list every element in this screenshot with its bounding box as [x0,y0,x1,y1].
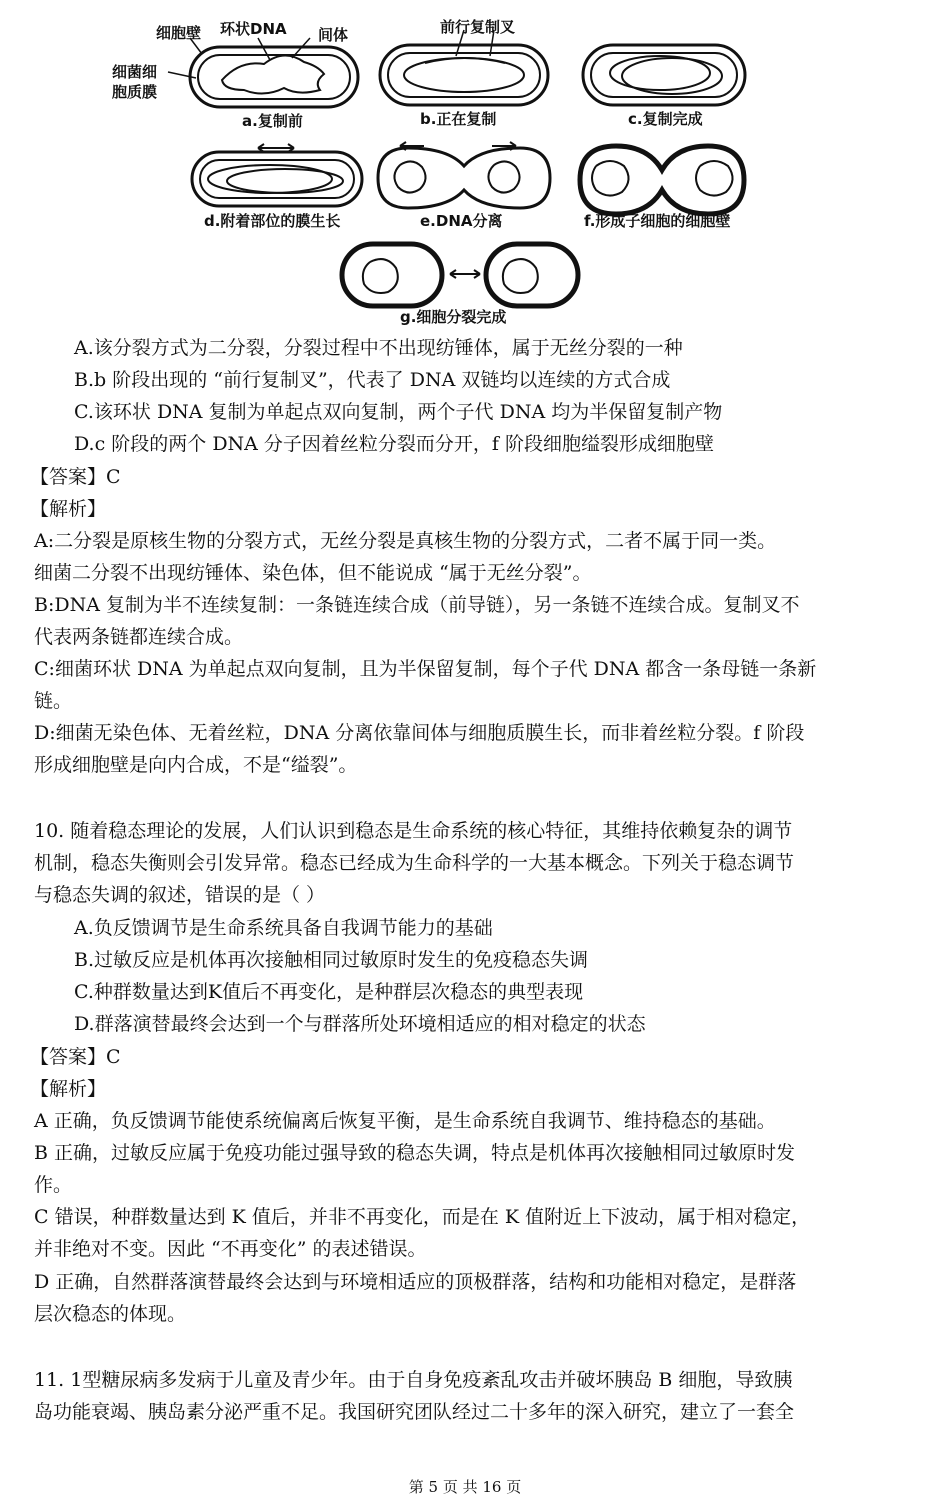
q10-stem-line: 与稳态失调的叙述，错误的是（ ） [34,884,326,906]
q10-analysis-line: A 正确，负反馈调节能使系统偏离后恢复平衡，是生命系统自我调节、维持稳态的基础。 [34,1110,776,1132]
stage-d-cell [192,144,362,206]
q10-option-c: C.种群数量达到K值后不再变化，是种群层次稳态的典型表现 [74,981,584,1003]
q9-analysis-line: D:细菌无染色体、无着丝粒，DNA 分离依靠间体与细胞质膜生长，而非着丝粒分裂。f 阶段 [34,722,805,744]
stage-e-cell [378,142,550,208]
q10-analysis-line: D 正确，自然群落演替最终会达到与环境相适应的顶极群落，结构和功能相对稳定，是群落 [34,1271,797,1293]
caption-b: b.正在复制 [420,110,497,128]
q10-answer: 【答案】C [30,1046,121,1068]
q10-analysis-line: 层次稳态的体现。 [34,1303,187,1325]
q10-analysis-line: B 正确，过敏反应属于免疫功能过强导致的稳态失调，特点是机体再次接触相同过敏原时发 [34,1142,796,1164]
q10-option-d: D.群落演替最终会达到一个与群落所处环境相适应的相对稳定的状态 [74,1013,646,1035]
q9-analysis-line: 代表两条链都连续合成。 [34,626,244,648]
q10-option-a: A.负反馈调节是生命系统具备自我调节能力的基础 [74,917,493,939]
stage-a-cell [190,47,358,107]
q10-analysis-line: C 错误，种群数量达到 K 值后，并非不再变化，而是在 K 值附近上下波动，属于相对稳定， [34,1206,811,1228]
q9-option-a: A.该分裂方式为二分裂，分裂过程中不出现纺锤体，属于无丝分裂的一种 [74,337,683,359]
q9-analysis-line: 链。 [34,690,73,712]
caption-c: c.复制完成 [628,110,703,128]
q11-stem-line: 岛功能衰竭、胰岛素分泌严重不足。我国研究团队经过二十多年的深入研究，建立了一套全 [34,1401,795,1423]
label-membrane: 细菌细 胞质膜 [112,63,158,101]
q10-analysis-line: 作。 [34,1174,73,1196]
stage-g-cells [342,244,578,306]
caption-f: f.形成子细胞的细胞壁 [584,212,731,230]
q10-analysis-title: 【解析】 [30,1078,107,1100]
q9-option-c: C.该环状 DNA 复制为单起点双向复制，两个子代 DNA 均为半保留复制产物 [74,401,723,423]
caption-d: d.附着部位的膜生长 [204,212,341,230]
q10-stem-line: 10. 随着稳态理论的发展，人们认识到稳态是生命系统的核心特征，其维持依赖复杂的调节 [34,820,793,842]
caption-g: g.细胞分裂完成 [400,308,507,326]
label-cell-wall: 细胞壁 [156,24,202,42]
q9-answer: 【答案】C [30,466,121,488]
q10-option-b: B.过敏反应是机体再次接触相同过敏原时发生的免疫稳态失调 [74,949,589,971]
label-circular-dna: 环状DNA [220,20,287,38]
q10-stem-line: 机制，稳态失衡则会引发异常。稳态已经成为生命科学的一大基本概念。下列关于稳态调节 [34,852,795,874]
q9-analysis-line: B:DNA 复制为半不连续复制：一条链连续合成（前导链），另一条链不连续合成。复制叉不 [34,594,800,616]
q9-option-b: B.b 阶段出现的 “前行复制叉”，代表了 DNA 双链均以连续的方式合成 [74,369,671,391]
q9-analysis-line: C:细菌环状 DNA 为单起点双向复制，且为半保留复制，每个子代 DNA 都含一条母链一条新 [34,658,817,680]
q11-stem-line: 11. 1型糖尿病多发病于儿童及青少年。由于自身免疫紊乱攻击并破坏胰岛 B 细胞，导致胰 [34,1369,793,1391]
stage-c-cell [583,45,745,105]
q9-option-d: D.c 阶段的两个 DNA 分子因着丝粒分裂而分开，f 阶段细胞缢裂形成细胞壁 [74,433,715,455]
caption-e: e.DNA分离 [420,212,503,230]
stage-f-cell [580,146,744,214]
label-fork: 前行复制叉 [440,18,516,36]
page-footer: 第 5 页 共 16 页 [408,1478,522,1496]
bacterial-division-diagram [0,0,930,330]
stage-b-cell [380,45,548,105]
q9-analysis-line: 细菌二分裂不出现纺锤体、染色体，但不能说成 “属于无丝分裂”。 [34,562,592,584]
q10-analysis-line: 并非绝对不变。因此 “不再变化” 的表述错误。 [34,1238,427,1260]
caption-a: a.复制前 [242,112,303,130]
q9-analysis-line: 形成细胞壁是向内合成，不是“缢裂”。 [34,754,358,776]
q9-analysis-line: A:二分裂是原核生物的分裂方式，无丝分裂是真核生物的分裂方式，二者不属于同一类。 [34,530,777,552]
label-mesosome: 间体 [318,26,349,44]
q9-analysis-title: 【解析】 [30,498,107,520]
